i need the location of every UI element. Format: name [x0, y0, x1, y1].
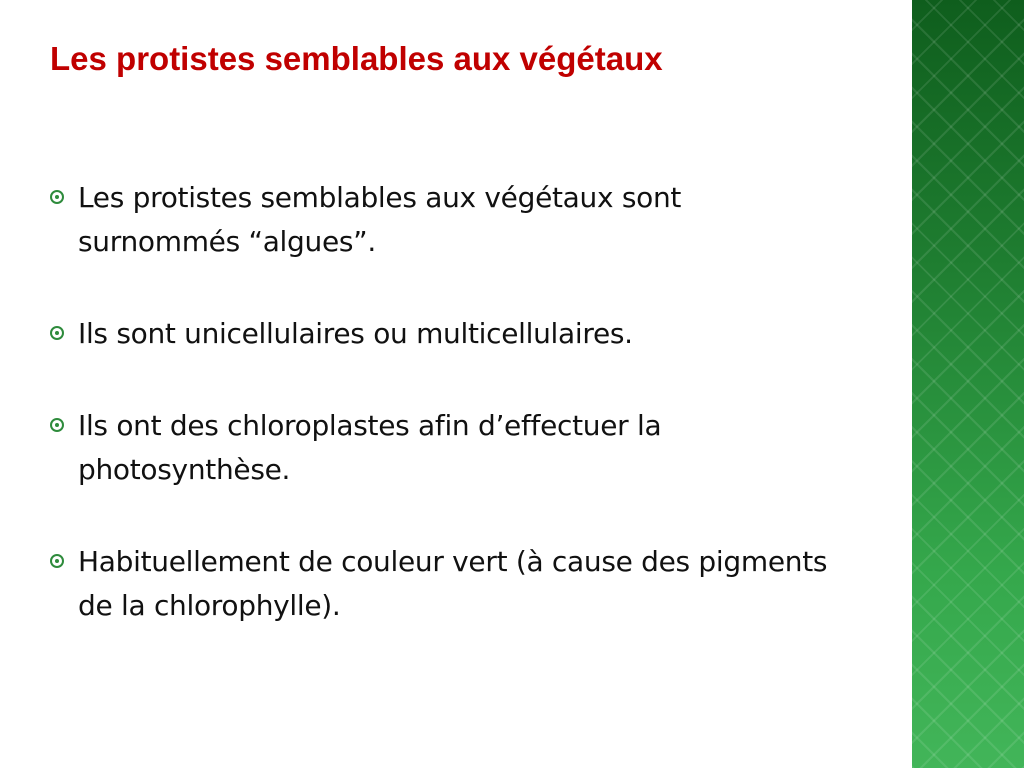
- bullet-text: Ils ont des chloroplastes afin d’effectuer la photosynthèse.: [78, 409, 662, 486]
- circled-dot-bullet-icon: [50, 326, 64, 340]
- bullet-text: Les protistes semblables aux végétaux sont surnommés “algues”.: [78, 181, 682, 258]
- bullet-item: [50, 540, 840, 628]
- circled-dot-bullet-icon: [50, 418, 64, 432]
- circled-dot-bullet-icon: [50, 554, 64, 568]
- bullet-text: Habituellement de couleur vert (à cause des pigments de la chlorophylle).: [78, 545, 828, 622]
- circled-dot-bullet-icon: [50, 190, 64, 204]
- bullet-item: [50, 176, 840, 264]
- bullet-item: [50, 312, 840, 356]
- slide-title: Les protistes semblables aux végétaux: [50, 40, 663, 77]
- decorative-green-band: [912, 0, 1024, 768]
- bullet-item: [50, 404, 840, 492]
- bullet-text: Ils sont unicellulaires ou multicellulaires.: [78, 317, 633, 350]
- bullet-list: [50, 176, 840, 676]
